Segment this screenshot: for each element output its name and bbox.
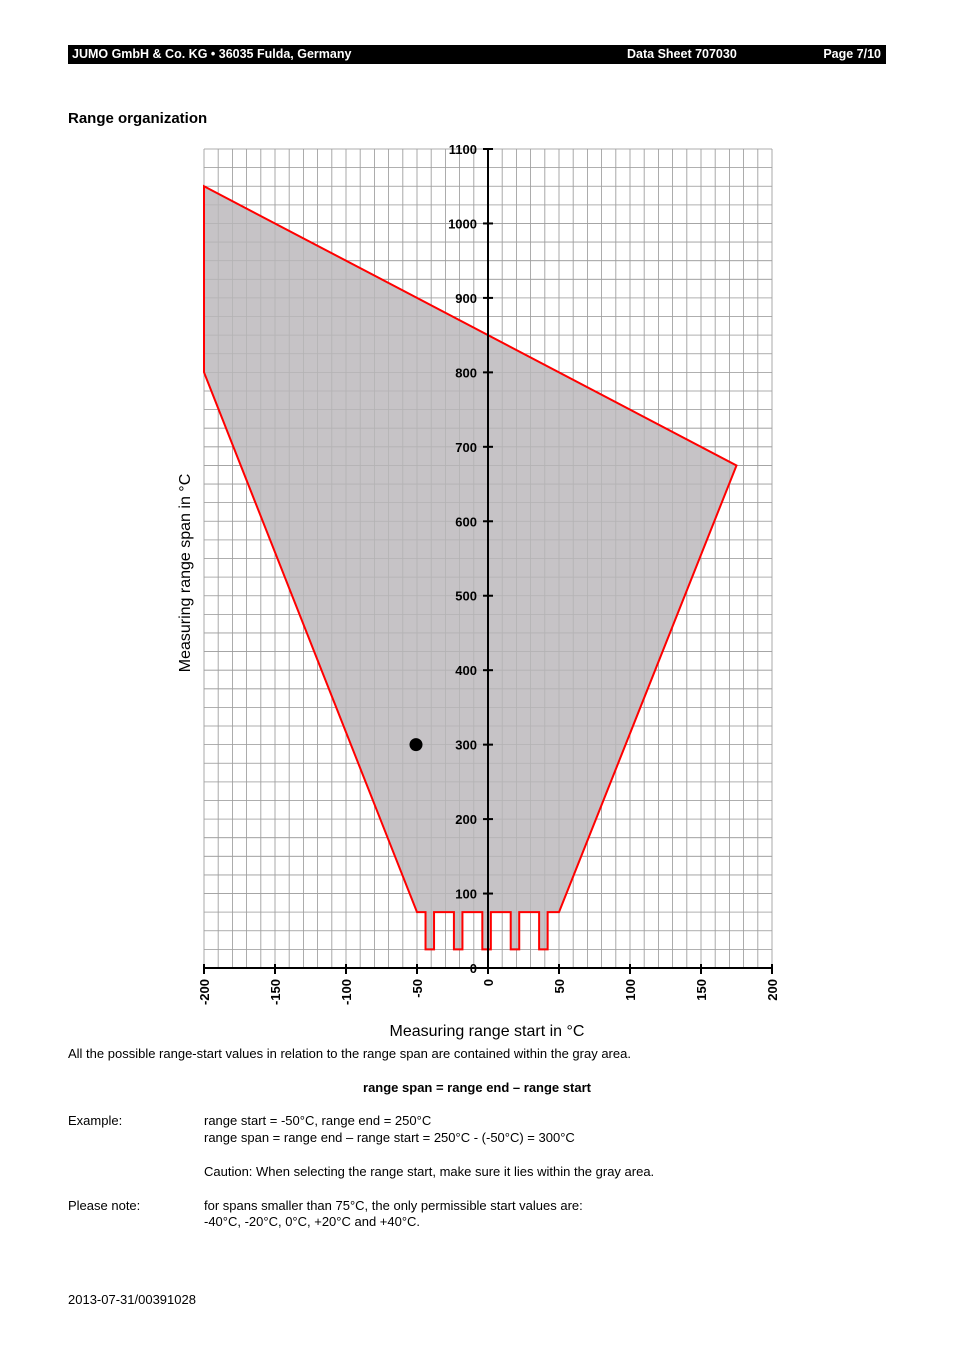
y-tick-label: 1000 <box>448 216 477 232</box>
x-tick-label: 150 <box>694 979 709 1001</box>
header-page-number: Page 7/10 <box>823 47 881 61</box>
y-tick-label: 600 <box>455 514 477 530</box>
y-tick-label: 300 <box>455 737 477 753</box>
x-tick-label: 50 <box>552 979 567 994</box>
x-tick-label: 100 <box>623 979 638 1001</box>
x-tick-label: -150 <box>268 979 283 1006</box>
x-axis-label: Measuring range start in °C <box>389 1023 585 1040</box>
x-axis-ticks <box>197 964 780 1005</box>
example-line-1: range start = -50°C, range end = 250°C <box>204 1113 432 1128</box>
y-tick-label: 400 <box>455 663 477 679</box>
x-tick-label: 200 <box>765 979 780 1001</box>
y-tick-label: 700 <box>455 439 477 455</box>
y-tick-label: 100 <box>455 886 477 902</box>
example-caution: Caution: When selecting the range start, make sure it lies within the gray area. <box>204 1164 655 1179</box>
y-tick-label: 900 <box>455 290 477 306</box>
note-line-2: -40°C, -20°C, 0°C, +20°C and +40°C. <box>204 1214 421 1229</box>
section-title: Range organization <box>68 110 208 127</box>
footer-doc-id: 2013-07-31/00391028 <box>68 1292 196 1307</box>
example-data-point <box>410 738 423 751</box>
area-description: All the possible range-start values in relation to the range span are contained within the gray area. <box>68 1046 631 1061</box>
header-company: JUMO GmbH & Co. KG • 36035 Fulda, Germany <box>72 47 352 61</box>
x-tick-label: -200 <box>197 979 212 1006</box>
y-tick-label: 800 <box>455 365 477 381</box>
note-line-1: for spans smaller than 75°C, the only permissible start values are: <box>204 1198 583 1213</box>
y-tick-label: 500 <box>455 588 477 604</box>
x-tick-label: -50 <box>410 979 425 998</box>
example-label: Example: <box>68 1113 123 1128</box>
x-tick-label: -100 <box>339 979 354 1006</box>
header-datasheet: Data Sheet 707030 <box>627 47 737 61</box>
y-tick-label: 200 <box>455 812 477 828</box>
y-tick-label: 1100 <box>448 142 477 157</box>
span-formula: range span = range end – range start <box>363 1080 591 1095</box>
note-label: Please note: <box>68 1198 141 1213</box>
x-tick-label: 0 <box>481 979 496 987</box>
y-axis-label: Measuring range span in °C <box>177 473 194 673</box>
example-line-2: range span = range end – range start = 250°C - (-50°C) = 300°C <box>204 1130 575 1145</box>
y-tick-label: 0 <box>469 961 477 976</box>
